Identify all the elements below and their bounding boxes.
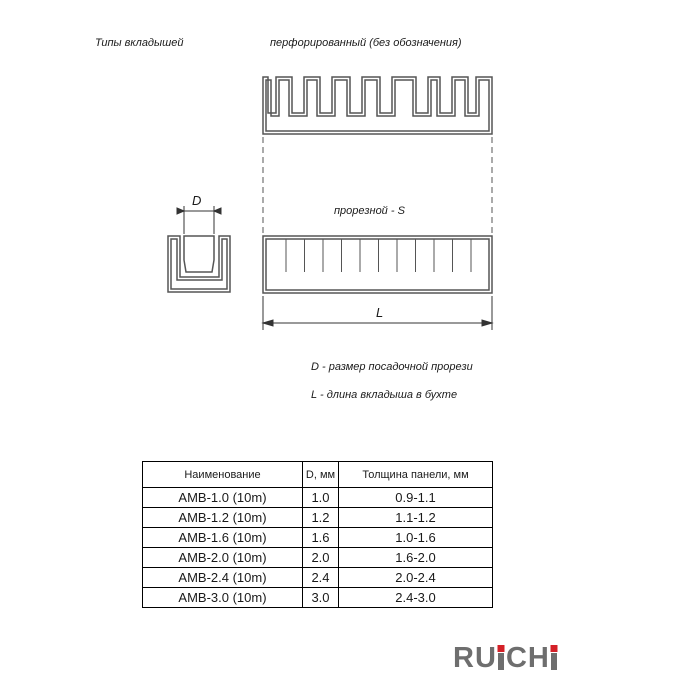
cell-d: 2.4 — [303, 568, 339, 588]
cell-thickness: 1.0-1.6 — [339, 528, 493, 548]
cross-section-profile — [168, 236, 230, 292]
cell-name: AMB-1.6 (10m) — [143, 528, 303, 548]
table-row — [143, 588, 493, 608]
header-name: Наименование — [143, 462, 303, 488]
cell-d: 1.2 — [303, 508, 339, 528]
table-row — [143, 528, 493, 548]
cell-name: AMB-2.4 (10m) — [143, 568, 303, 588]
perforated-insert — [263, 77, 492, 134]
table-row — [143, 508, 493, 528]
cell-d: 1.0 — [303, 488, 339, 508]
cell-name: AMB-3.0 (10m) — [143, 588, 303, 608]
spec-table — [142, 461, 493, 608]
table-row — [143, 488, 493, 508]
cell-thickness: 2.0-2.4 — [339, 568, 493, 588]
slotted-label: прорезной - S — [334, 205, 405, 217]
brand-logo: RU CH — [453, 642, 559, 675]
cell-name: AMB-1.2 (10m) — [143, 508, 303, 528]
types-title: Типы вкладышей — [95, 37, 184, 49]
header-d: D, мм — [303, 462, 339, 488]
cell-thickness: 1.6-2.0 — [339, 548, 493, 568]
slotted-insert — [263, 236, 492, 293]
header-thickness: Толщина панели, мм — [339, 462, 493, 488]
legend-l: L - длина вкладыша в бухте — [311, 389, 458, 401]
cell-name: AMB-1.0 (10m) — [143, 488, 303, 508]
table-row — [143, 568, 493, 588]
perforated-label: перфорированный (без обозначения) — [270, 37, 462, 49]
cell-d: 3.0 — [303, 588, 339, 608]
table-header-row — [143, 462, 493, 488]
cell-name: AMB-2.0 (10m) — [143, 548, 303, 568]
d-symbol: D — [192, 193, 202, 208]
cell-d: 1.6 — [303, 528, 339, 548]
cell-d: 2.0 — [303, 548, 339, 568]
dimension-d — [177, 206, 221, 234]
table-row — [143, 548, 493, 568]
cell-thickness: 1.1-1.2 — [339, 508, 493, 528]
projection-lines — [263, 137, 492, 233]
cell-thickness: 2.4-3.0 — [339, 588, 493, 608]
legend-d: D - размер посадочной прорези — [311, 361, 473, 373]
slot-lines — [286, 239, 471, 272]
cell-thickness: 0.9-1.1 — [339, 488, 493, 508]
l-symbol: L — [376, 305, 384, 320]
